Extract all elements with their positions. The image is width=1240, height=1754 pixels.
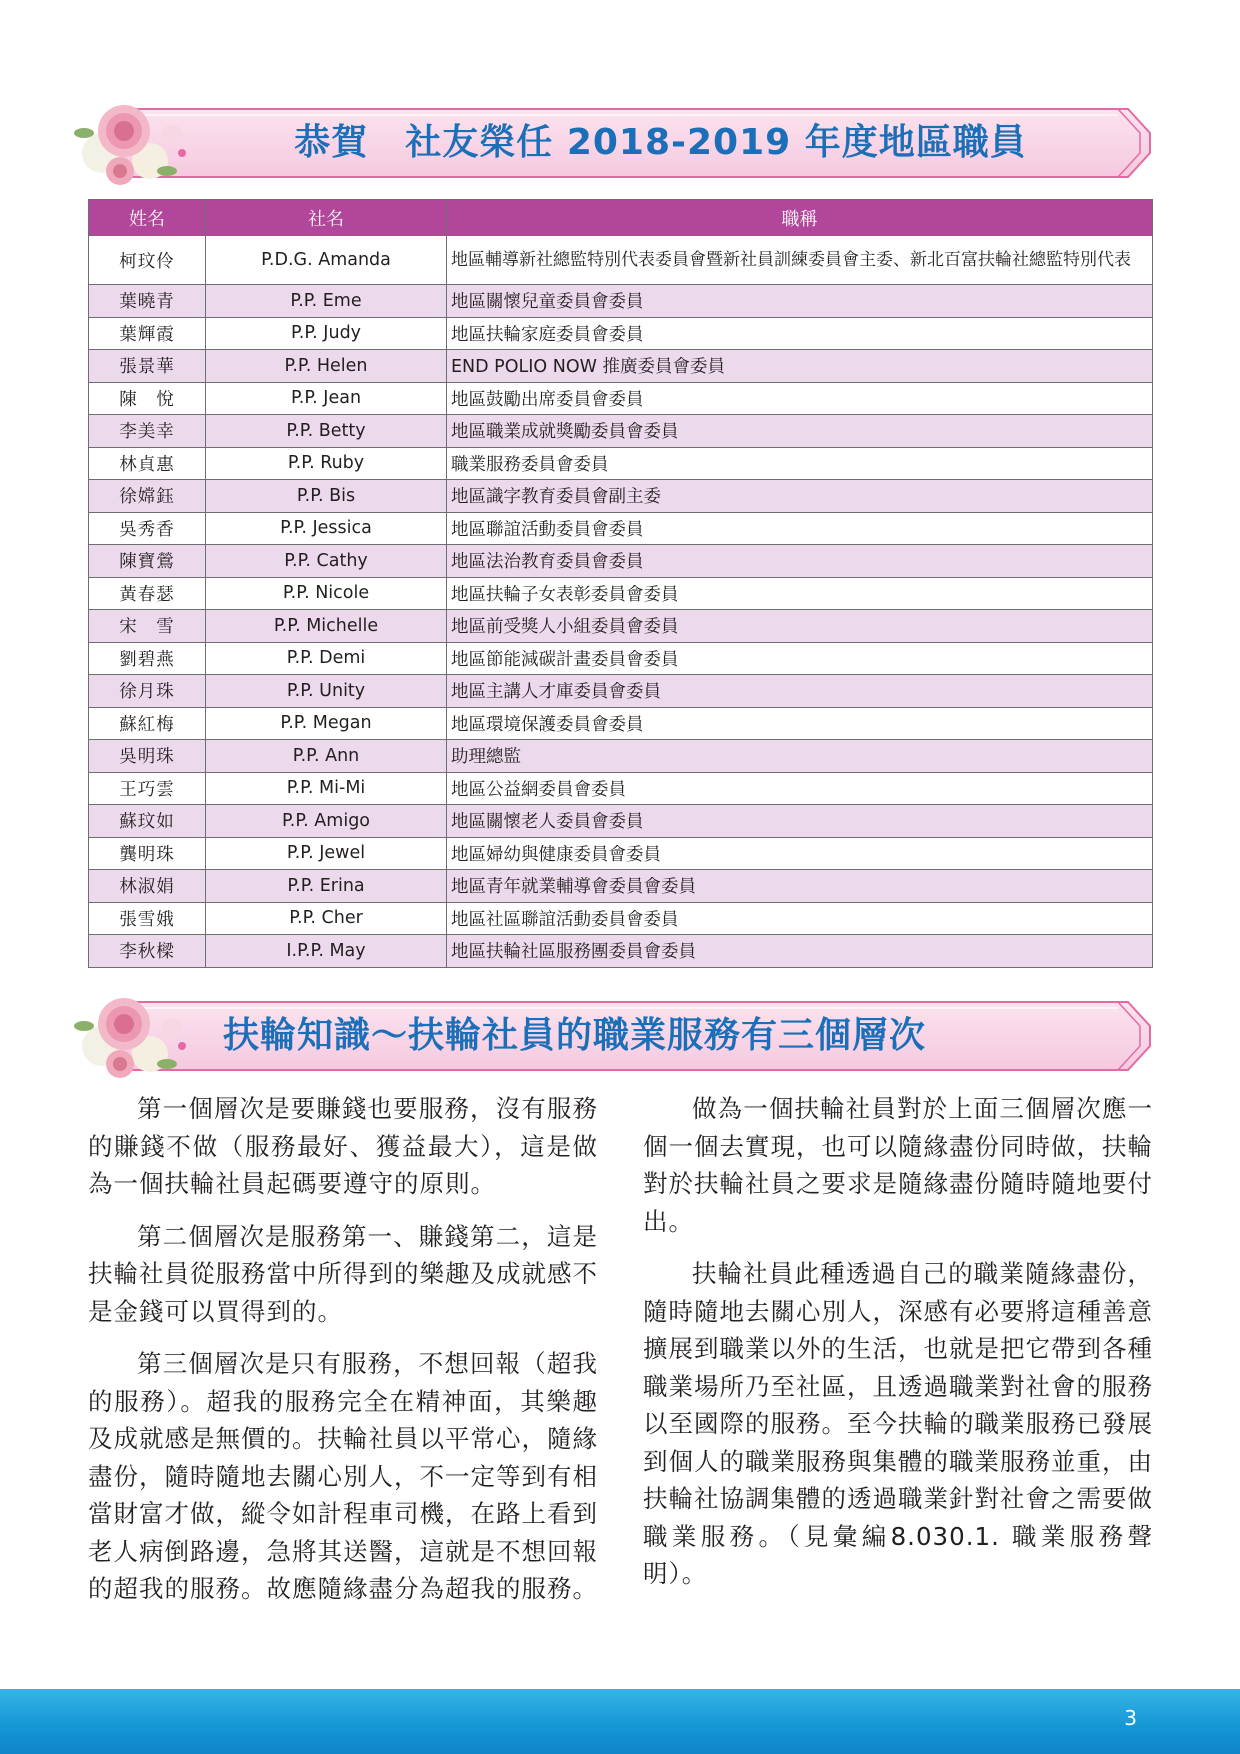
- position-title: 地區鼓勵出席委員會委員: [447, 382, 1153, 415]
- club-name: P.P. Jessica: [206, 512, 447, 545]
- member-name: 徐嫦鈺: [89, 480, 206, 513]
- club-name: P.P. Cathy: [206, 545, 447, 578]
- section-title: 恭賀 社友榮任 2018-2019 年度地區職員: [294, 122, 1027, 163]
- position-title: 地區扶輪子女表彰委員會委員: [447, 577, 1153, 610]
- position-title: 地區婦幼與健康委員會委員: [447, 837, 1153, 870]
- member-name: 柯玟伶: [89, 236, 206, 285]
- article-left-column: [88, 1090, 598, 1623]
- club-name: P.P. Mi-Mi: [206, 772, 447, 805]
- club-name: P.P. Ann: [206, 740, 447, 773]
- position-title: 地區環境保護委員會委員: [447, 707, 1153, 740]
- paragraph: 扶輪社員此種透過自己的職業隨緣盡份，隨時隨地去關心別人，深感有必要將這種善意擴展到職業以外的生活，也就是把它帶到各種職業場所乃至社區，且透過職業對社會的服務以至國際的服務。至今扶輪的職業服務已發展到個人的職業服務與集體的職業服務並重，由扶輪社協調集體的透過職業針對社會之需要做職業服務。（見彙編8.030.1. 職業服務聲明）。: [643, 1259, 1153, 1588]
- table-row: [89, 577, 1153, 610]
- position-title: 地區主講人才庫委員會委員: [447, 675, 1153, 708]
- section-banner-knowledge: [78, 998, 1153, 1074]
- club-name: P.P. Jean: [206, 382, 447, 415]
- position-title: 地區識字教育委員會副主委: [447, 480, 1153, 513]
- club-name: P.P. Jewel: [206, 837, 447, 870]
- paragraph: 第二個層次是服務第一、賺錢第二，這是扶輪社員從服務當中所得到的樂趣及成就感不是金錢可以買得到的。: [88, 1221, 598, 1326]
- position-title: 地區輔導新社總監特別代表委員會暨新社員訓練委員會主委、新北百富扶輪社總監特別代表: [447, 236, 1153, 285]
- table-row: [89, 837, 1153, 870]
- club-name: P.P. Cher: [206, 902, 447, 935]
- table-row: [89, 805, 1153, 838]
- table-row: [89, 382, 1153, 415]
- member-name: 徐月珠: [89, 675, 206, 708]
- position-title: 地區公益網委員會委員: [447, 772, 1153, 805]
- position-title: 地區扶輪家庭委員會委員: [447, 317, 1153, 350]
- position-title: 地區扶輪社區服務團委員會委員: [447, 935, 1153, 968]
- rose-bouquet-icon: [72, 986, 202, 1086]
- member-name: 蘇玟如: [89, 805, 206, 838]
- club-name: P.P. Eme: [206, 285, 447, 318]
- table-row: [89, 415, 1153, 448]
- table-row: [89, 740, 1153, 773]
- member-name: 劉碧燕: [89, 642, 206, 675]
- member-name: 葉曉青: [89, 285, 206, 318]
- position-title: 地區青年就業輔導會委員會委員: [447, 870, 1153, 903]
- table-header-row: [89, 200, 1153, 236]
- club-name: P.P. Erina: [206, 870, 447, 903]
- table-row: [89, 902, 1153, 935]
- member-name: 蘇紅梅: [89, 707, 206, 740]
- position-title: 地區聯誼活動委員會委員: [447, 512, 1153, 545]
- club-name: P.D.G. Amanda: [206, 236, 447, 285]
- position-title: 助理總監: [447, 740, 1153, 773]
- table-row: [89, 317, 1153, 350]
- footer-bar: [0, 1689, 1240, 1754]
- club-name: P.P. Unity: [206, 675, 447, 708]
- club-name: P.P. Judy: [206, 317, 447, 350]
- club-name: I.P.P. May: [206, 935, 447, 968]
- club-name: P.P. Demi: [206, 642, 447, 675]
- member-name: 林貞惠: [89, 447, 206, 480]
- header-name: 姓名: [89, 200, 206, 236]
- position-title: 職業服務委員會委員: [447, 447, 1153, 480]
- club-name: P.P. Megan: [206, 707, 447, 740]
- member-name: 黃春瑟: [89, 577, 206, 610]
- club-name: P.P. Nicole: [206, 577, 447, 610]
- paragraph: 第一個層次是要賺錢也要服務，沒有服務的賺錢不做（服務最好、獲益最大），這是做為一個扶輪社員起碼要遵守的原則。: [88, 1094, 598, 1198]
- position-title: 地區前受獎人小組委員會委員: [447, 610, 1153, 643]
- member-name: 陳寶鶯: [89, 545, 206, 578]
- club-name: P.P. Betty: [206, 415, 447, 448]
- officers-table: [88, 199, 1153, 968]
- table-row: [89, 707, 1153, 740]
- member-name: 王巧雲: [89, 772, 206, 805]
- position-title: END POLIO NOW 推廣委員會委員: [447, 350, 1153, 383]
- table-row: [89, 675, 1153, 708]
- section-title: 扶輪知識～扶輪社員的職業服務有三個層次: [223, 1015, 927, 1056]
- club-name: P.P. Ruby: [206, 447, 447, 480]
- club-name: P.P. Bis: [206, 480, 447, 513]
- club-name: P.P. Amigo: [206, 805, 447, 838]
- article-right-column: [643, 1090, 1153, 1608]
- member-name: 吳明珠: [89, 740, 206, 773]
- table-row: [89, 480, 1153, 513]
- position-title: 地區職業成就獎勵委員會委員: [447, 415, 1153, 448]
- member-name: 李秋樑: [89, 935, 206, 968]
- position-title: 地區節能減碳計畫委員會委員: [447, 642, 1153, 675]
- header-title: 職稱: [447, 200, 1153, 236]
- table-row: [89, 447, 1153, 480]
- table-row: [89, 870, 1153, 903]
- paragraph: 做為一個扶輪社員對於上面三個層次應一個一個去實現，也可以隨緣盡份同時做，扶輪對於扶輪社員之要求是隨緣盡份隨時隨地要付出。: [643, 1094, 1153, 1236]
- table-row: [89, 236, 1153, 285]
- paragraph: 第三個層次是只有服務，不想回報（超我的服務）。超我的服務完全在精神面，其樂趣及成就感是無價的。扶輪社員以平常心，隨緣盡份，隨時隨地去關心別人，不一定等到有相當財富才做，縱令如計程車司機，在路上看到老人病倒路邊，急將其送醫，這就是不想回報的超我的服務。故應隨緣盡分為超我的服務。: [88, 1349, 598, 1603]
- member-name: 陳 悅: [89, 382, 206, 415]
- table-row: [89, 350, 1153, 383]
- member-name: 葉輝霞: [89, 317, 206, 350]
- club-name: P.P. Helen: [206, 350, 447, 383]
- position-title: 地區關懷老人委員會委員: [447, 805, 1153, 838]
- header-club: 社名: [206, 200, 447, 236]
- section-banner-officers: [78, 105, 1153, 181]
- rose-bouquet-icon: [72, 93, 202, 193]
- table-row: [89, 512, 1153, 545]
- member-name: 張景華: [89, 350, 206, 383]
- page-number: 3: [1124, 1706, 1137, 1730]
- table-row: [89, 610, 1153, 643]
- member-name: 宋 雪: [89, 610, 206, 643]
- member-name: 龔明珠: [89, 837, 206, 870]
- position-title: 地區法治教育委員會委員: [447, 545, 1153, 578]
- position-title: 地區關懷兒童委員會委員: [447, 285, 1153, 318]
- table-row: [89, 642, 1153, 675]
- table-row: [89, 772, 1153, 805]
- member-name: 李美幸: [89, 415, 206, 448]
- table-row: [89, 935, 1153, 968]
- table-row: [89, 285, 1153, 318]
- member-name: 林淑娟: [89, 870, 206, 903]
- table-row: [89, 545, 1153, 578]
- member-name: 張雪娥: [89, 902, 206, 935]
- position-title: 地區社區聯誼活動委員會委員: [447, 902, 1153, 935]
- club-name: P.P. Michelle: [206, 610, 447, 643]
- member-name: 吳秀香: [89, 512, 206, 545]
